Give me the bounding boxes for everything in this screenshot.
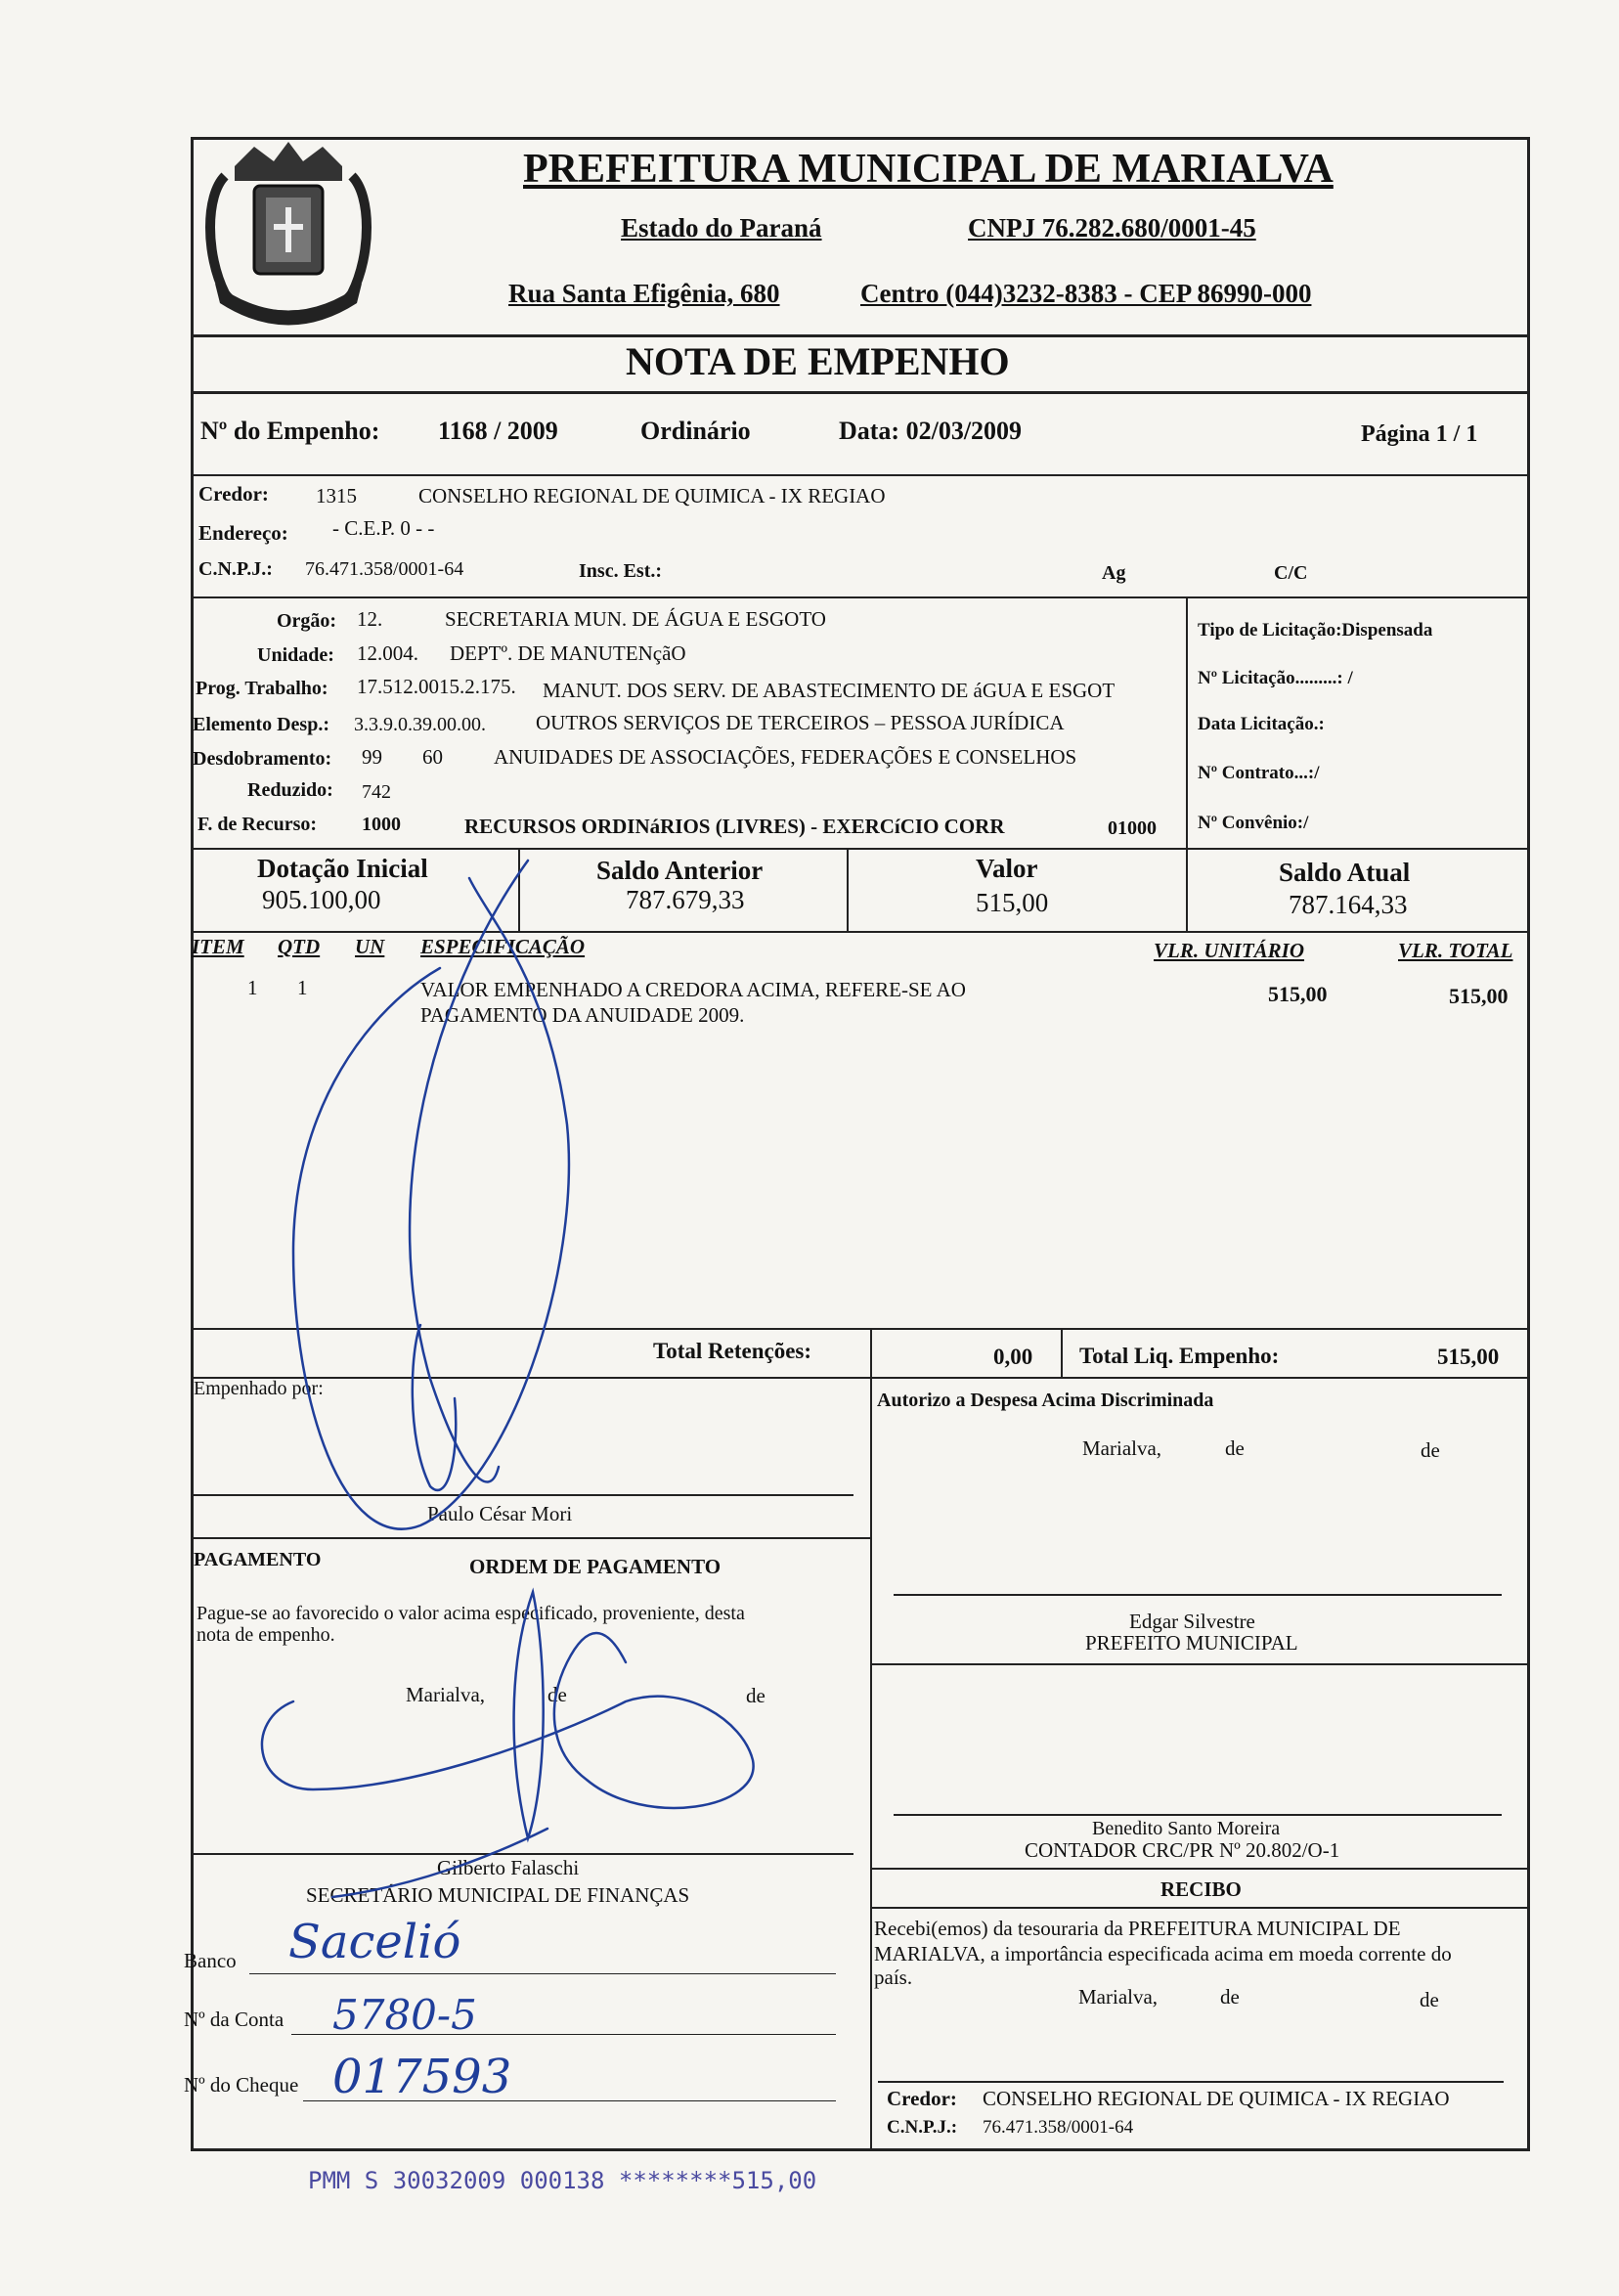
- unidade-code: 12.004.: [357, 641, 418, 665]
- col-item: ITEM: [192, 935, 244, 958]
- col-qtd: QTD: [278, 935, 321, 958]
- header-state: Estado do Paraná: [621, 213, 822, 243]
- liq-value: 515,00: [1437, 1345, 1500, 1369]
- payment-stamp: PMM S 30032009 000138 ********515,00: [308, 2167, 817, 2194]
- recibo-credor-label: Credor:: [887, 2087, 957, 2110]
- recurso-label: F. de Recurso:: [197, 814, 318, 835]
- recurso-number: 01000: [1108, 817, 1157, 839]
- prog-code: 17.512.0015.2.175.: [357, 675, 516, 698]
- retencoes-value: 0,00: [993, 1345, 1033, 1369]
- prefeito-role: PREFEITO MUNICIPAL: [1085, 1631, 1298, 1655]
- recurso-value: RECURSOS ORDINáRIOS (LIVRES) - EXERCíCIO CORR: [464, 815, 1005, 838]
- dotacao-value: 905.100,00: [262, 885, 381, 914]
- elemento-label: Elemento Desp.:: [193, 714, 329, 735]
- header-address: Centro (044)3232-8383 - CEP 86990-000: [860, 279, 1312, 308]
- liq-label: Total Liq. Empenho:: [1079, 1344, 1280, 1368]
- dotacao-label: Dotação Inicial: [257, 854, 428, 883]
- col-un: UN: [355, 935, 385, 958]
- empenho-label: Nº do Empenho:: [200, 417, 380, 445]
- reduzido-value: 742: [362, 781, 391, 803]
- pagamento-de1: de: [547, 1683, 567, 1706]
- recibo-cnpj-value: 76.471.358/0001-64: [983, 2117, 1134, 2138]
- recibo-cnpj-label: C.N.P.J.:: [887, 2117, 958, 2138]
- pagamento-text2: nota de empenho.: [197, 1624, 335, 1646]
- desdob-sub: 60: [422, 745, 443, 769]
- ag-label: Ag: [1102, 562, 1126, 584]
- valor-value: 515,00: [976, 888, 1049, 917]
- address-value: - C.E.P. 0 - -: [332, 516, 435, 540]
- licitacao-numero: Nº Licitação.........: /: [1198, 668, 1353, 688]
- empenhado-name: Paulo César Mori: [427, 1502, 573, 1525]
- anterior-value: 787.679,33: [626, 885, 745, 914]
- recibo-title: RECIBO: [1160, 1877, 1242, 1901]
- cc-label: C/C: [1274, 562, 1308, 584]
- pagamento-label: PAGAMENTO: [194, 1549, 322, 1570]
- secretario-name: Gilberto Falaschi: [437, 1856, 580, 1879]
- secretario-role: SECRETÁRIO MUNICIPAL DE FINANÇAS: [306, 1883, 690, 1907]
- valor-label: Valor: [976, 854, 1038, 883]
- cnpj-value: 76.471.358/0001-64: [305, 558, 464, 580]
- desdob-code: 99: [362, 745, 382, 769]
- recibo-text1: Recebi(emos) da tesouraria da PREFEITURA MUNICIPAL DE: [874, 1917, 1401, 1940]
- orgao-code: 12.: [357, 607, 383, 631]
- recibo-credor-name: CONSELHO REGIONAL DE QUIMICA - IX REGIAO: [983, 2087, 1450, 2110]
- desdob-value: ANUIDADES DE ASSOCIAÇÕES, FEDERAÇÕES E CONSELHOS: [494, 745, 1077, 769]
- address-label: Endereço:: [198, 521, 288, 545]
- licitacao-convenio: Nº Convênio:/: [1198, 813, 1309, 833]
- empenho-page: Página 1 / 1: [1361, 421, 1478, 447]
- pagamento-text1: Pague-se ao favorecido o valor acima especificado, proveniente, desta: [197, 1603, 745, 1624]
- cheque-handwritten: 017593: [332, 2050, 512, 2104]
- empenho-date: Data: 02/03/2009: [839, 417, 1023, 445]
- header-title: PREFEITURA MUNICIPAL DE MARIALVA: [523, 147, 1334, 192]
- doc-title: NOTA DE EMPENHO: [626, 339, 1010, 383]
- autorizo-city: Marialva,: [1082, 1436, 1162, 1460]
- credor-name: CONSELHO REGIONAL DE QUIMICA - IX REGIAO: [418, 484, 886, 508]
- row-qtd: 1: [297, 976, 308, 999]
- pagamento-city: Marialva,: [406, 1683, 486, 1706]
- row-espec-line2: PAGAMENTO DA ANUIDADE 2009.: [420, 1003, 745, 1027]
- insc-label: Insc. Est.:: [579, 560, 663, 582]
- row-unit: 515,00: [1268, 982, 1328, 1006]
- recibo-de1: de: [1220, 1985, 1240, 2009]
- header-street: Rua Santa Efigênia, 680: [508, 279, 780, 308]
- cheque-label: Nº do Cheque: [184, 2073, 299, 2097]
- contador-role: CONTADOR CRC/PR Nº 20.802/O-1: [1025, 1838, 1340, 1862]
- row-total: 515,00: [1449, 984, 1509, 1008]
- recurso-code: 1000: [362, 814, 401, 835]
- pagamento-de2: de: [746, 1684, 766, 1707]
- col-especificacao: ESPECIFICAÇÃO: [420, 935, 586, 958]
- empenho-type: Ordinário: [640, 417, 751, 445]
- anterior-label: Saldo Anterior: [596, 856, 764, 885]
- conta-handwritten: 5780-5: [332, 1991, 477, 2039]
- autorizo-label: Autorizo a Despesa Acima Discriminada: [877, 1390, 1214, 1411]
- unidade-value: DEPTº. DE MANUTENçãO: [450, 641, 686, 665]
- prog-value: MANUT. DOS SERV. DE ABASTECIMENTO DE áGUA E ESGOT: [543, 679, 1116, 702]
- autorizo-de2: de: [1421, 1438, 1440, 1462]
- empenhado-label: Empenhado por:: [194, 1378, 324, 1399]
- licitacao-data: Data Licitação.:: [1198, 714, 1325, 734]
- atual-label: Saldo Atual: [1279, 858, 1411, 887]
- orgao-value: SECRETARIA MUN. DE ÁGUA E ESGOTO: [445, 607, 826, 631]
- prefeito-name: Edgar Silvestre: [1129, 1610, 1255, 1633]
- credor-label: Credor:: [198, 482, 269, 506]
- recibo-de2: de: [1420, 1988, 1439, 2011]
- autorizo-de1: de: [1225, 1436, 1245, 1460]
- desdob-label: Desdobramento:: [193, 748, 332, 770]
- retencoes-label: Total Retenções:: [653, 1339, 812, 1363]
- reduzido-label: Reduzido:: [247, 779, 333, 801]
- elemento-value: OUTROS SERVIÇOS DE TERCEIROS – PESSOA JURÍDICA: [536, 711, 1065, 734]
- orgao-label: Orgão:: [277, 610, 337, 632]
- contador-name: Benedito Santo Moreira: [1092, 1818, 1281, 1839]
- ordem-label: ORDEM DE PAGAMENTO: [469, 1555, 722, 1578]
- licitacao-contrato: Nº Contrato...:/: [1198, 763, 1320, 783]
- recibo-text2: MARIALVA, a importância especificada acima em moeda corrente do: [874, 1942, 1452, 1965]
- elemento-code: 3.3.9.0.39.00.00.: [354, 714, 486, 735]
- cnpj-label: C.N.P.J.:: [198, 558, 273, 580]
- row-item: 1: [247, 976, 258, 999]
- recibo-text3: país.: [874, 1965, 913, 1989]
- banco-label: Banco: [184, 1949, 237, 1972]
- unidade-label: Unidade:: [257, 644, 334, 666]
- banco-handwritten: Sacelió: [288, 1915, 461, 1969]
- col-vlr-total: VLR. TOTAL: [1398, 939, 1513, 962]
- credor-code: 1315: [316, 484, 357, 508]
- licitacao-tipo: Tipo de Licitação:Dispensada: [1198, 620, 1433, 640]
- atual-value: 787.164,33: [1289, 890, 1408, 919]
- header-cnpj: CNPJ 76.282.680/0001-45: [968, 213, 1256, 243]
- col-vlr-unitario: VLR. UNITÁRIO: [1154, 939, 1305, 962]
- recibo-city: Marialva,: [1078, 1985, 1159, 2009]
- prog-label: Prog. Trabalho:: [196, 678, 328, 699]
- empenho-number: 1168 / 2009: [438, 417, 558, 445]
- conta-label: Nº da Conta: [184, 2008, 284, 2031]
- row-espec-line1: VALOR EMPENHADO A CREDORA ACIMA, REFERE-SE AO: [420, 978, 966, 1001]
